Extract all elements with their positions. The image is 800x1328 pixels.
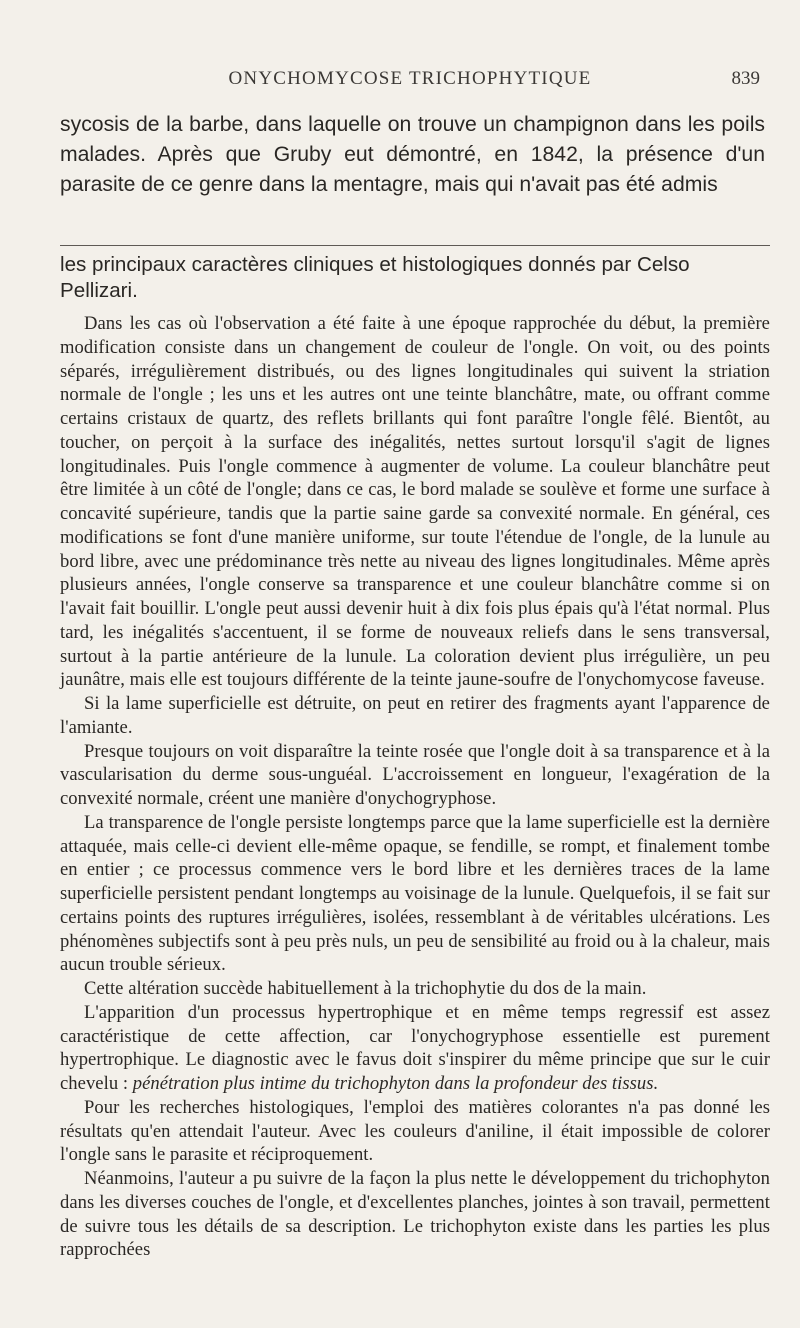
section-divider	[60, 245, 770, 246]
intro-paragraph	[60, 110, 765, 200]
paragraph-1: Dans les cas où l'observation a été faite à une époque rapprochée du début, la première modification consiste dans un changement de couleur de l'ongle. On voit, ou des points séparés, irrégulièrement distribués, ou des lignes longitudinales qui suivent la striation normale de l'ongle ; les uns et les autres ont une teinte blanchâtre, mate, ou offrant comme certains cristaux de quartz, des reflets brillants qui font paraître l'ongle fêlé. Bientôt, au toucher, on perçoit à la surface des inégalités, nettes surtout lorsqu'il s'agit de lignes longitudinales. Puis l'ongle commence à augmenter de volume. La couleur blanchâtre peut être limitée à un côté de l'ongle; dans ce cas, le bord malade se soulève et forme une surface à concavité supérieure, tandis que la partie saine garde sa convexité normale. En général, ces modifications se font d'une manière uniforme, sur toute l'étendue de l'ongle, de la lunule au bord libre, avec une prédominance très nette au niveau des lignes longitudinales. Même après plusieurs années, l'ongle conserve sa transparence et une couleur blanchâtre comme si on l'avait fait bouillir. L'ongle peut aussi devenir huit à dix fois plus épais qu'à l'état normal. Plus tard, les inégalités s'accentuent, il se forme de nouveaux reliefs dans le sens transversal, surtout à la partie antérieure de la lunule. La coloration devient plus irrégulière, un peu jaunâtre, mais elle est toujours différente de la teinte jaune-soufre de l'onychomycose faveuse.	[60, 313, 770, 691]
paragraph-4: La transparence de l'ongle persiste longtemps parce que la lame superficielle est la dernière attaquée, mais celle-ci devient elle-même opaque, se fendille, se rompt, et finalement tombe en entier ; ce processus commence vers le bord libre et les dernières traces de la lame superficielle persistent pendant longtemps au voisinage de la lunule. Quelquefois, il se fait sur certains points des ruptures irrégulières, isolées, ressemblant à de véritables ulcérations. Les phénomènes subjectifs sont à peu près nuls, un peu de sensibilité au froid ou à la chaleur, mais aucun trouble sérieux.	[60, 811, 770, 976]
body-text	[60, 312, 770, 1262]
paragraph-6-text: L'apparition d'un processus hypertrophique et en même temps regressif est assez caractéristique de cette affection, car l'onychogryphose essentielle est purement hypertrophique. Le diagnostic avec le favus doit s'inspirer du même principe que sur le cuir chevelu :	[60, 1001, 770, 1094]
paragraph-2: Si la lame superficielle est détruite, on peut en retirer des fragments ayant l'apparence de l'amiante.	[60, 693, 770, 738]
paragraph-8: Néanmoins, l'auteur a pu suivre de la façon la plus nette le développement du trichophyton dans les diverses couches de l'ongle, et d'excellentes planches, jointes à son travail, permettent de suivre tous les détails de sa description. Le trichophyton existe dans les parties les plus rapprochées	[60, 1168, 770, 1261]
running-header	[60, 68, 760, 92]
running-title: ONYCHOMYCOSE TRICHOPHYTIQUE	[228, 68, 592, 89]
page-number: 839	[731, 68, 760, 89]
section-lead-text: les principaux caractères cliniques et histologiques donnés par Celso Pellizari.	[60, 253, 690, 302]
paragraph-6	[60, 1001, 770, 1096]
intro-text: sycosis de la barbe, dans laquelle on trouve un champignon dans les poils malades. Après que Gruby eut démontré, en 1842, la présence d'un parasite de ce genre dans la mentagre, mais qui n'avait pas été admis	[60, 113, 765, 196]
paragraph-3: Presque toujours on voit disparaître la teinte rosée que l'ongle doit à sa transparence et à la vascularisation du derme sous-unguéal. L'accroissement en longueur, l'exagération de la convexité normale, créent une manière d'onychogryphose.	[60, 740, 770, 809]
paragraph-5: Cette altération succède habituellement à la trichophytie du dos de la main.	[84, 978, 647, 999]
section-lead	[60, 252, 765, 304]
paragraph-7: Pour les recherches histologiques, l'emploi des matières colorantes n'a pas donné les résultats qu'en attendait l'auteur. Avec les couleurs d'aniline, il était impossible de colorer l'ongle sans le parasite et réciproquement.	[60, 1096, 770, 1166]
paragraph-6-italic: pénétration plus intime du trichophyton dans la profondeur des tissus.	[132, 1073, 659, 1094]
